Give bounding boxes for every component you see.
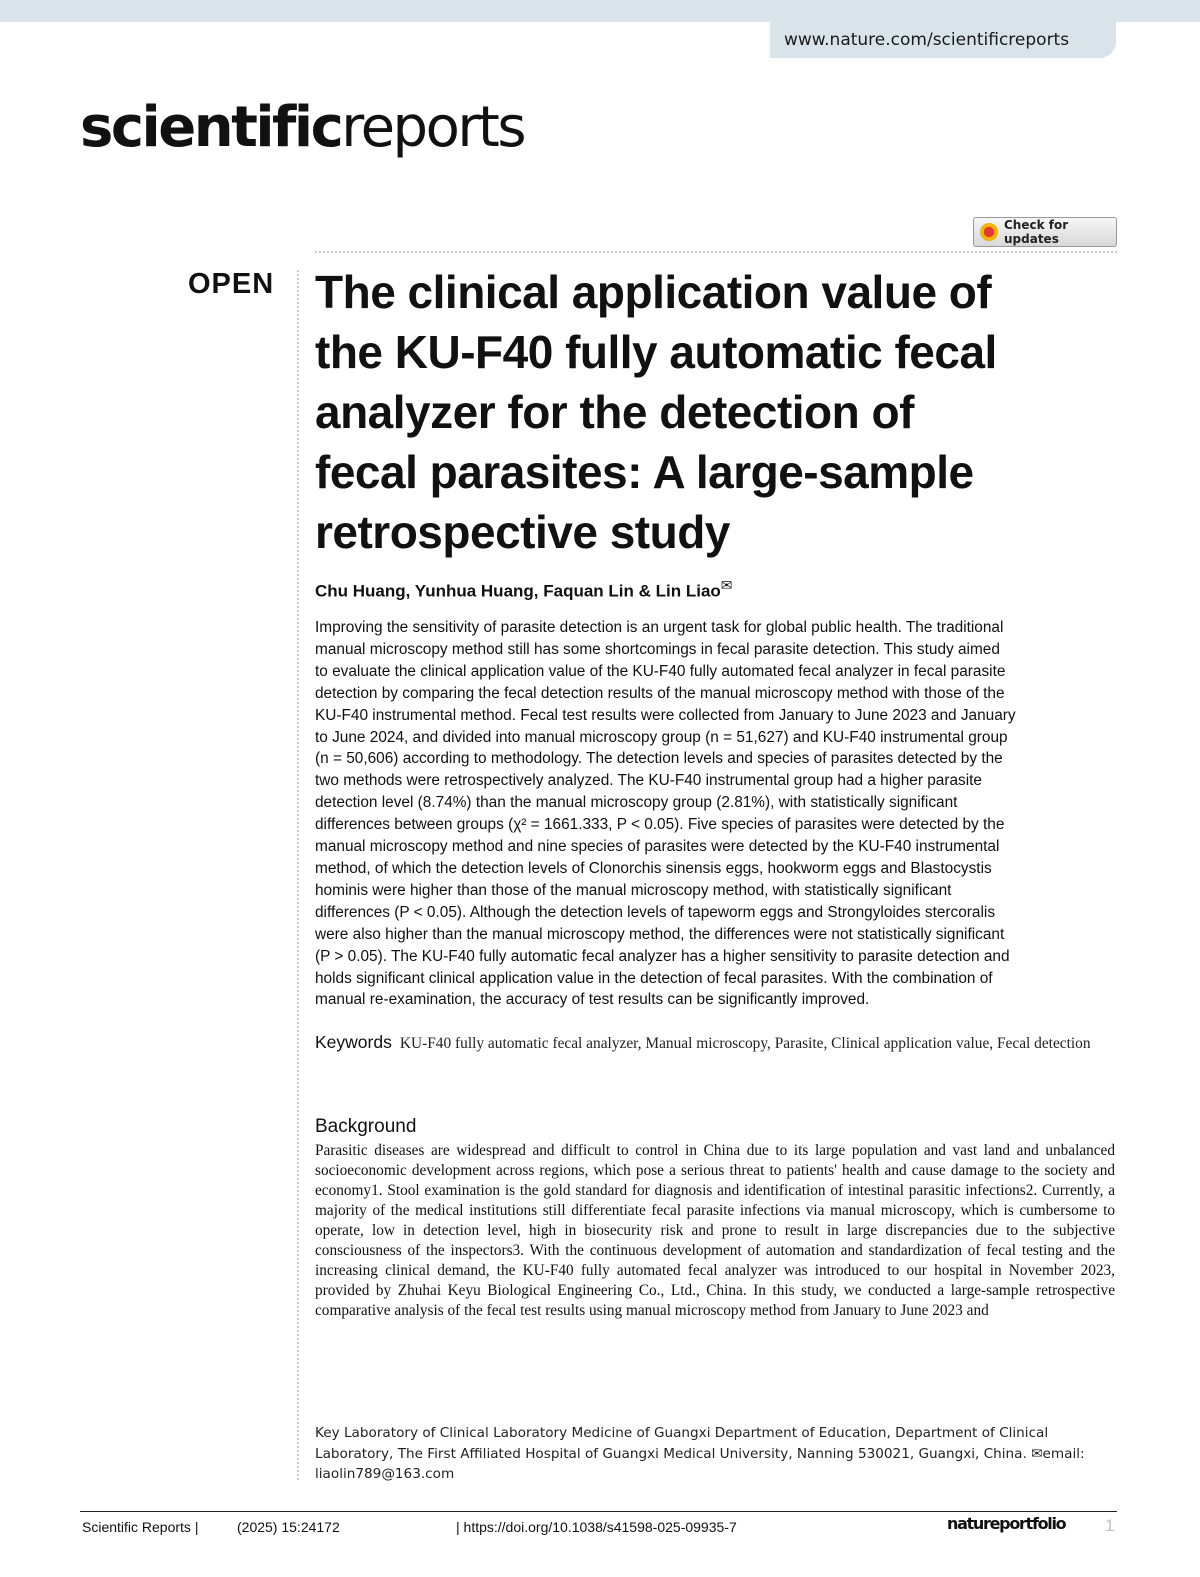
abstract-line: differences between groups (χ² = 1661.333, P < 0.05). Five species of parasites were detected by the bbox=[315, 816, 1005, 834]
title-line: fecal parasites: A large-sample bbox=[315, 446, 974, 498]
abstract-line: differences (P < 0.05). Although the detection levels of tapeworm eggs and Strongyloides stercoralis bbox=[315, 903, 996, 921]
authors-text[interactable]: Chu Huang, Yunhua Huang, Faquan Lin & Lin Liao bbox=[315, 581, 721, 601]
title-line: analyzer for the detection of bbox=[315, 386, 914, 438]
footer-journal: Scientific Reports | bbox=[82, 1519, 199, 1535]
dotted-separator bbox=[315, 251, 1117, 253]
journal-logo bbox=[80, 95, 525, 160]
affiliation: Key Laboratory of Clinical Laboratory Medicine of Guangxi Department of Education, Department of Clinical Laboratory, The First Affiliated Hospital of Guangxi Medical University, Nanning 530021, Guangxi, China. ✉email: liaolin789@163.com bbox=[315, 1425, 1085, 1482]
abstract-line: KU-F40 instrumental method. Fecal test results were collected from January to June 2023 and January bbox=[315, 706, 1016, 724]
journal-url-tab[interactable]: www.nature.com/scientificreports bbox=[770, 22, 1116, 58]
keywords bbox=[315, 1031, 1115, 1055]
abstract-line: detection level (8.74%) than the manual microscopy group (2.81%), with statistically significant bbox=[315, 794, 958, 812]
check-for-updates-label: Check for updates bbox=[1004, 218, 1069, 246]
abstract-line: manual microscopy method and nine species of parasites were detected by the KU-F40 instrumental bbox=[315, 838, 1000, 856]
abstract-line: to evaluate the clinical application value of the KU-F40 fully automated fecal analyzer in fecal parasite bbox=[315, 662, 1006, 680]
open-access-label: OPEN bbox=[188, 268, 275, 300]
section-heading-background: Background bbox=[315, 1116, 417, 1137]
check-for-updates-button[interactable] bbox=[973, 217, 1117, 247]
background-paragraph: Parasitic diseases are widespread and difficult to control in China due to its large population and vast land and unbalanced socioeconomic development across regions, which pose a serious threat to patients' health and cause damage to the society and economy1. Stool examination is the gold standard for diagnosis and identification of intestinal parasitic infections2. Currently, a majority of the medical institutions still differentiate fecal parasite infections via manual microscopy, which is cumbersome to operate, low in detection level, high in biosecurity risk and prone to result in large discrepancies due to the subjective consciousness of the inspectors3. With the continuous development of automation and standardization of fecal testing and the increasing clinical demand, the KU-F40 fully automated fecal analyzer was introduced to our hospital in November 2023, provided by Zhuhai Keyu Biological Engineering Co., Ltd., China. In this study, we conducted a large-sample retrospective comparative analysis of the fecal test results using manual microscopy method from January to June 2023 and bbox=[315, 1142, 1115, 1319]
title-line: retrospective study bbox=[315, 506, 730, 558]
publisher-logo: natureportfolio bbox=[947, 1514, 1066, 1533]
top-band bbox=[0, 0, 1200, 22]
logo-regular-word: reports bbox=[341, 95, 525, 160]
abstract-line: manual microscopy method still has some shortcomings in fecal parasite detection. This study aimed bbox=[315, 640, 1000, 658]
page-number: 1 bbox=[1105, 1516, 1115, 1535]
keywords-list: KU-F40 fully automatic fecal analyzer, Manual microscopy, Parasite, Clinical application value, Fecal detection bbox=[399, 1035, 1091, 1052]
envelope-icon[interactable]: ✉ bbox=[720, 577, 733, 593]
abstract-line: (n = 50,606) according to methodology. The detection levels and species of parasites detected by the bbox=[315, 750, 1003, 768]
abstract-line: holds significant clinical application value in the detection of fecal parasites. With the combination of bbox=[315, 969, 993, 987]
abstract-line: method, of which the detection levels of Clonorchis sinensis eggs, hookworm eggs and Blastocystis bbox=[315, 859, 992, 877]
abstract-line: hominis were higher than those of the manual microscopy method, with statistically significant bbox=[315, 881, 952, 899]
title-line: the KU-F40 fully automatic fecal bbox=[315, 326, 997, 378]
footer-doi-link[interactable]: | https://doi.org/10.1038/s41598-025-09935-7 bbox=[456, 1519, 737, 1535]
keywords-label: Keywords bbox=[315, 1032, 392, 1052]
author-list[interactable] bbox=[315, 577, 733, 602]
abstract-line: manual re-examination, the accuracy of test results can be significantly improved. bbox=[315, 991, 870, 1009]
abstract-line: were also higher than the manual microscopy method, the differences were not statistically significant bbox=[315, 925, 1005, 943]
footer-rule bbox=[80, 1511, 1117, 1512]
abstract-line: Improving the sensitivity of parasite detection is an urgent task for global public health. The traditional bbox=[315, 619, 1004, 636]
abstract-line: (P > 0.05). The KU-F40 fully automatic fecal analyzer has a higher sensitivity to parasite detection and bbox=[315, 947, 1010, 965]
abstract-line: two methods were retrospectively analyzed. The KU-F40 instrumental group had a higher parasite bbox=[315, 772, 982, 790]
abstract bbox=[315, 617, 1115, 1011]
crossmark-icon bbox=[980, 223, 998, 241]
title-line: The clinical application value of bbox=[315, 266, 992, 318]
abstract-line: detection by comparing the fecal detection results of the manual microscopy method with those of the bbox=[315, 684, 1005, 702]
article-title bbox=[315, 262, 1115, 562]
dotted-margin-rule bbox=[297, 270, 299, 1480]
logo-bold-word: scientific bbox=[80, 95, 342, 160]
abstract-line: to June 2024, and divided into manual microscopy group (n = 51,627) and KU-F40 instrumental group bbox=[315, 728, 1008, 746]
footer-volume: (2025) 15:24172 bbox=[237, 1519, 340, 1535]
